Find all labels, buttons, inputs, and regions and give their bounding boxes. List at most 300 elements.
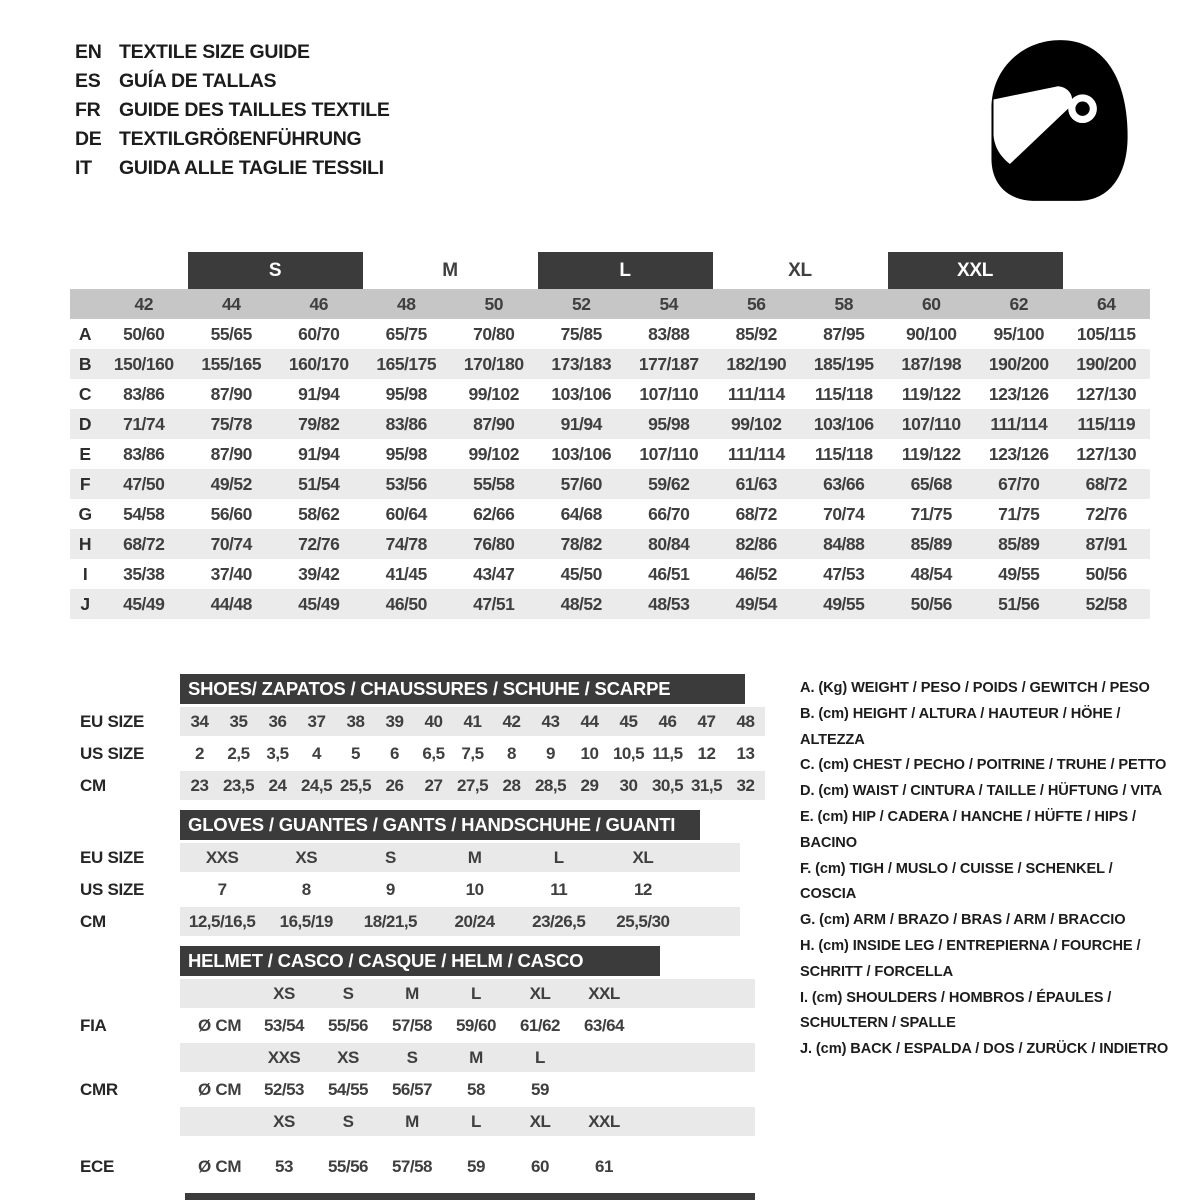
size-value: 48/53 (648, 593, 690, 614)
shoe-value: 3,5 (266, 743, 289, 763)
size-value: 99/102 (730, 413, 782, 434)
language-title: GUÍA DE TALLAS (119, 70, 277, 92)
helmet-value: 56/57 (391, 1079, 433, 1099)
shoe-row (70, 739, 770, 768)
value-band (180, 739, 765, 768)
diameter-label: Ø CM (198, 1156, 242, 1176)
helmet-size-table (70, 946, 770, 1181)
shoe-value: 6 (390, 743, 399, 763)
size-value: 83/86 (385, 413, 427, 434)
row-label: EU SIZE (80, 711, 145, 731)
accessory-size-tables (70, 674, 770, 1181)
size-value: 58/62 (298, 503, 340, 524)
legend-item: D. (cm) WAIST / CINTURA / TAILLE / HÜFTUNG / VITA (800, 783, 1163, 800)
measurement-row-d (70, 409, 1150, 439)
value-band (180, 707, 765, 736)
size-value: 119/122 (901, 383, 961, 404)
shoe-value: 45 (619, 711, 638, 731)
size-value: 46/51 (648, 563, 690, 584)
size-value: 91/94 (560, 413, 602, 434)
size-value: 95/100 (993, 323, 1045, 344)
helmet-size: S (406, 1047, 418, 1067)
shoe-value: 46 (658, 711, 677, 731)
size-value: 45/49 (298, 593, 340, 614)
helmet-size: XXL (588, 983, 620, 1003)
helmet-value: 59 (467, 1156, 485, 1176)
size-value: 56/60 (210, 503, 252, 524)
size-group-l: L (538, 252, 713, 289)
cutoff-header-bar (185, 1193, 755, 1200)
numeric-size: 62 (1009, 293, 1028, 314)
size-value: 62/66 (473, 503, 515, 524)
language-row (75, 125, 390, 154)
row-label: B (78, 353, 92, 374)
size-group-header-row (70, 252, 1150, 289)
shoe-value: 31,5 (690, 775, 723, 795)
legend-item: C. (cm) CHEST / PECHO / POITRINE / TRUHE / PETTO (800, 757, 1167, 774)
helmet-value: 58 (467, 1079, 485, 1099)
size-value: 72/76 (298, 533, 340, 554)
helmet-value: 55/56 (327, 1015, 369, 1035)
legend-item: H. (cm) INSIDE LEG / ENTREPIERNA / FOURCHE / SCHRITT / FORCELLA (800, 937, 1141, 980)
size-value: 49/55 (823, 593, 865, 614)
size-value: 44/48 (210, 593, 252, 614)
shoe-value: 12 (697, 743, 716, 763)
value-band (180, 875, 740, 904)
shoe-value: 27 (424, 775, 443, 795)
gloves-size-table (70, 810, 770, 936)
size-value: 55/65 (210, 323, 252, 344)
shoe-value: 48 (736, 711, 755, 731)
language-code: FR (75, 99, 101, 121)
standard-label: CMR (80, 1079, 118, 1099)
size-value: 49/52 (210, 473, 252, 494)
shoes-size-table (70, 674, 770, 800)
shoe-value: 42 (502, 711, 521, 731)
measurement-row-f (70, 469, 1150, 499)
size-value: 71/75 (998, 503, 1040, 524)
helmet-table-header: HELMET / CASCO / CASQUE / HELM / CASCO (180, 946, 660, 976)
row-label: J (80, 593, 90, 614)
numeric-size: 60 (922, 293, 941, 314)
helmet-value: 57/58 (391, 1156, 433, 1176)
size-value: 185/195 (813, 353, 874, 374)
shoe-value: 32 (736, 775, 755, 795)
helmet-standard-row-ece (70, 1152, 770, 1181)
size-value: 76/80 (473, 533, 515, 554)
size-value: 75/78 (210, 413, 252, 434)
language-row (75, 67, 390, 96)
size-value: 37/40 (210, 563, 252, 584)
value-band (180, 843, 740, 872)
size-value: 68/72 (1085, 473, 1127, 494)
numeric-size: 54 (659, 293, 678, 314)
size-value: 173/183 (551, 353, 612, 374)
shoe-value: 9 (546, 743, 555, 763)
numeric-size: 58 (834, 293, 853, 314)
size-value: 64/68 (560, 503, 602, 524)
shoe-value: 27,5 (456, 775, 489, 795)
diameter-label: Ø CM (198, 1015, 242, 1035)
size-value: 70/74 (823, 503, 865, 524)
shoe-value: 8 (507, 743, 516, 763)
size-value: 66/70 (648, 503, 690, 524)
numeric-size: 42 (134, 293, 153, 314)
helmet-size: S (342, 1111, 354, 1131)
helmet-size: M (469, 1047, 483, 1067)
glove-value: 12,5/16,5 (188, 911, 256, 931)
helmet-size: XL (529, 1111, 551, 1131)
values-band (180, 1152, 755, 1181)
helmet-value: 54/55 (327, 1079, 369, 1099)
size-value: 50/60 (123, 323, 165, 344)
size-value: 170/180 (463, 353, 524, 374)
size-group-xl: XL (788, 259, 812, 281)
size-value: 107/110 (901, 413, 961, 434)
values-band (180, 1011, 755, 1040)
size-value: 50/56 (910, 593, 952, 614)
size-value: 83/88 (648, 323, 690, 344)
size-value: 46/50 (385, 593, 427, 614)
size-value: 78/82 (560, 533, 602, 554)
size-value: 45/50 (560, 563, 602, 584)
measurement-rows (70, 319, 1150, 619)
glove-value: 16,5/19 (279, 911, 333, 931)
shoe-value: 28,5 (534, 775, 567, 795)
size-value: 155/165 (201, 353, 262, 374)
size-value: 85/89 (910, 533, 952, 554)
glove-row (70, 907, 770, 936)
size-value: 115/118 (814, 443, 873, 464)
size-value: 54/58 (123, 503, 165, 524)
shoe-value: 24 (268, 775, 287, 795)
shoe-value: 2,5 (227, 743, 250, 763)
numeric-size: 50 (484, 293, 503, 314)
glove-value: 25,5/30 (616, 911, 670, 931)
size-value: 83/86 (123, 443, 165, 464)
numeric-size: 52 (572, 293, 591, 314)
shoe-value: 39 (385, 711, 404, 731)
row-label: F (79, 473, 91, 494)
size-value: 48/54 (910, 563, 952, 584)
helmet-value: 59/60 (455, 1015, 497, 1035)
size-value: 87/90 (473, 413, 515, 434)
size-value: 61/63 (735, 473, 777, 494)
glove-value: L (553, 847, 564, 867)
shoe-value: 34 (190, 711, 209, 731)
size-value: 87/90 (210, 383, 252, 404)
shoe-value: 47 (697, 711, 716, 731)
numeric-size: 46 (309, 293, 328, 314)
row-label: G (78, 503, 92, 524)
values-grid (252, 1016, 636, 1036)
measurement-row-e (70, 439, 1150, 469)
size-value: 187/198 (901, 353, 962, 374)
size-value: 35/38 (123, 563, 165, 584)
size-value: 47/51 (473, 593, 515, 614)
size-value: 84/88 (823, 533, 865, 554)
size-value: 190/200 (1076, 353, 1137, 374)
glove-value: XS (295, 847, 318, 867)
size-value: 49/54 (735, 593, 777, 614)
glove-row (70, 843, 770, 872)
helmet-value: 53 (275, 1156, 293, 1176)
standard-label: ECE (80, 1156, 115, 1176)
size-value: 182/190 (726, 353, 787, 374)
numeric-size: 56 (747, 293, 766, 314)
shoe-value: 36 (268, 711, 287, 731)
size-value: 74/78 (385, 533, 427, 554)
measurement-row-j (70, 589, 1150, 619)
size-value: 111/114 (727, 443, 785, 464)
value-grid (180, 744, 765, 764)
language-title: GUIDA ALLE TAGLIE TESSILI (119, 157, 384, 179)
row-label (70, 1107, 180, 1136)
values-grid (252, 1157, 636, 1177)
helmet-value: 53/54 (263, 1015, 305, 1035)
shoe-value: 35 (229, 711, 248, 731)
language-title: TEXTILE SIZE GUIDE (119, 41, 310, 63)
shoe-value: 23 (190, 775, 209, 795)
size-value: 70/74 (210, 533, 252, 554)
shoe-value: 29 (580, 775, 599, 795)
shoe-value: 24,5 (300, 775, 333, 795)
size-value: 41/45 (385, 563, 427, 584)
row-label: E (79, 443, 91, 464)
legend-item: I. (cm) SHOULDERS / HOMBROS / ÉPAULES / SCHULTERN / SPALLE (800, 989, 1112, 1032)
legend-item: F. (cm) TIGH / MUSLO / CUISSE / SCHENKEL / COSCIA (800, 860, 1113, 903)
size-value: 48/52 (560, 593, 602, 614)
language-row (75, 154, 390, 183)
size-value: 60/70 (298, 323, 340, 344)
helmet-value: 59 (531, 1079, 549, 1099)
row-label: CM (80, 911, 106, 931)
helmet-value: 55/56 (327, 1156, 369, 1176)
values-band (180, 1075, 755, 1104)
helmet-sizes-row (70, 979, 770, 1008)
size-value: 52/58 (1085, 593, 1127, 614)
shoe-value: 6,5 (422, 743, 445, 763)
helmet-size: XS (273, 1111, 295, 1131)
legend-item: B. (cm) HEIGHT / ALTURA / HAUTEUR / HÖHE / ALTEZZA (800, 705, 1121, 748)
sizes-band (180, 979, 755, 1008)
size-value: 99/102 (468, 443, 520, 464)
size-value: 51/56 (998, 593, 1040, 614)
sizes-grid (252, 1048, 636, 1068)
size-value: 85/89 (998, 533, 1040, 554)
size-group-m: M (442, 259, 458, 281)
shoe-value: 23,5 (222, 775, 255, 795)
size-value: 50/56 (1085, 563, 1127, 584)
language-code: ES (75, 70, 101, 92)
shoe-value: 25,5 (339, 775, 372, 795)
shoe-value: 44 (580, 711, 599, 731)
size-value: 55/58 (473, 473, 515, 494)
size-value: 51/54 (298, 473, 340, 494)
size-value: 87/90 (210, 443, 252, 464)
language-title: GUIDE DES TAILLES TEXTILE (119, 99, 390, 121)
helmet-icon-svg (976, 34, 1140, 208)
size-value: 127/130 (1076, 443, 1137, 464)
helmet-size: XL (529, 983, 551, 1003)
size-value: 103/106 (813, 413, 874, 434)
size-value: 49/55 (998, 563, 1040, 584)
helmet-icon (976, 34, 1140, 208)
diameter-label: Ø CM (198, 1079, 242, 1099)
size-value: 127/130 (1076, 383, 1137, 404)
value-grid (180, 912, 685, 932)
shoe-value: 30,5 (651, 775, 684, 795)
value-grid (180, 848, 685, 868)
row-label: D (78, 413, 92, 434)
helmet-size: L (471, 983, 481, 1003)
size-value: 39/42 (298, 563, 340, 584)
size-value: 63/66 (823, 473, 865, 494)
size-value: 123/126 (988, 443, 1049, 464)
size-value: 57/60 (560, 473, 602, 494)
size-value: 87/95 (823, 323, 865, 344)
size-value: 70/80 (473, 323, 515, 344)
measurement-row-c (70, 379, 1150, 409)
glove-value: XXS (205, 847, 239, 867)
numeric-size: 48 (397, 293, 416, 314)
helmet-standard-row-cmr (70, 1075, 770, 1104)
shoe-value: 5 (351, 743, 360, 763)
size-value: 83/86 (123, 383, 165, 404)
shoe-value: 2 (195, 743, 204, 763)
helmet-size: M (405, 983, 419, 1003)
glove-value: 18/21,5 (363, 911, 418, 931)
size-value: 67/70 (998, 473, 1040, 494)
helmet-value: 61 (595, 1156, 613, 1176)
helmet-value: 63/64 (583, 1015, 625, 1035)
glove-value: M (467, 847, 482, 867)
size-value: 107/110 (639, 383, 699, 404)
sizes-grid (252, 1112, 636, 1132)
size-group-xxl: XXL (888, 252, 1063, 289)
shoe-value: 38 (346, 711, 365, 731)
glove-value: XL (632, 847, 654, 867)
shoes-table-header: SHOES/ ZAPATOS / CHAUSSURES / SCHUHE / SCARPE (180, 674, 745, 704)
num-row-spacer (70, 289, 100, 319)
helmet-sizes-row (70, 1107, 770, 1136)
helmet-size: S (342, 983, 354, 1003)
helmet-size: XXS (267, 1047, 301, 1067)
shoe-row (70, 771, 770, 800)
size-value: 150/160 (113, 353, 174, 374)
helmet-sizes-row (70, 1043, 770, 1072)
helmet-table-rows (70, 979, 770, 1181)
size-value: 47/53 (823, 563, 865, 584)
row-label: CM (80, 775, 106, 795)
glove-value: 9 (385, 879, 395, 899)
row-label: C (78, 383, 92, 404)
glove-value: 20/24 (454, 911, 495, 931)
size-value: 65/68 (910, 473, 952, 494)
size-value: 47/50 (123, 473, 165, 494)
shoe-value: 30 (619, 775, 638, 795)
size-value: 103/106 (551, 383, 612, 404)
row-label: H (78, 533, 92, 554)
measurement-row-a (70, 319, 1150, 349)
legend-item: J. (cm) BACK / ESPALDA / DOS / ZURÜCK / INDIETRO (800, 1041, 1169, 1058)
measurement-row-g (70, 499, 1150, 529)
size-value: 111/114 (727, 383, 785, 404)
size-value: 80/84 (648, 533, 690, 554)
sizes-band (180, 1107, 755, 1136)
size-value: 65/75 (385, 323, 427, 344)
size-group-s: S (188, 252, 363, 289)
language-row (75, 38, 390, 67)
glove-value: 8 (301, 879, 311, 899)
helmet-size: M (405, 1111, 419, 1131)
size-value: 123/126 (988, 383, 1049, 404)
size-value: 91/94 (298, 443, 340, 464)
clothing-size-table (70, 252, 1150, 619)
row-label: A (78, 323, 92, 344)
helmet-standard-row-fia (70, 1011, 770, 1040)
helmet-value: 52/53 (263, 1079, 305, 1099)
group-row-spacer (70, 252, 100, 289)
size-value: 190/200 (988, 353, 1049, 374)
size-value: 165/175 (376, 353, 437, 374)
size-value: 160/170 (288, 353, 349, 374)
glove-value: 7 (217, 879, 227, 899)
shoe-value: 41 (463, 711, 482, 731)
row-label: I (82, 563, 88, 584)
row-label (70, 1043, 180, 1072)
size-value: 79/82 (298, 413, 340, 434)
measurement-row-i (70, 559, 1150, 589)
size-value: 82/86 (735, 533, 777, 554)
sizes-band (180, 1043, 755, 1072)
language-title: TEXTILGRÖßENFÜHRUNG (119, 128, 362, 150)
size-value: 72/76 (1085, 503, 1127, 524)
size-value: 85/92 (735, 323, 777, 344)
language-code: IT (75, 157, 92, 179)
size-value: 111/114 (990, 413, 1048, 434)
value-grid (180, 776, 765, 796)
shoe-value: 10,5 (612, 743, 645, 763)
size-value: 119/122 (901, 443, 961, 464)
value-band (180, 771, 765, 800)
helmet-size: XXL (588, 1111, 620, 1131)
language-code: DE (75, 128, 102, 150)
glove-value: 12 (633, 879, 652, 899)
gloves-table-header: GLOVES / GUANTES / GANTS / HANDSCHUHE / GUANTI (180, 810, 700, 840)
size-value: 99/102 (468, 383, 520, 404)
size-value: 53/56 (385, 473, 427, 494)
glove-value: S (384, 847, 396, 867)
helmet-value: 60 (531, 1156, 549, 1176)
value-grid (180, 880, 685, 900)
size-value: 68/72 (735, 503, 777, 524)
row-label: US SIZE (80, 879, 145, 899)
glove-value: 23/26,5 (532, 911, 586, 931)
size-value: 177/187 (638, 353, 699, 374)
helmet-size: L (471, 1111, 481, 1131)
legend-item: E. (cm) HIP / CADERA / HANCHE / HÜFTE / HIPS / BACINO (800, 808, 1136, 851)
size-value: 90/100 (905, 323, 957, 344)
shoe-value: 37 (307, 711, 326, 731)
standard-label: FIA (80, 1015, 107, 1035)
size-value: 95/98 (648, 413, 690, 434)
size-value: 87/91 (1085, 533, 1127, 554)
legend-item: G. (cm) ARM / BRAZO / BRAS / ARM / BRACCIO (800, 912, 1126, 929)
gloves-table-rows (70, 843, 770, 936)
size-value: 95/98 (385, 383, 427, 404)
row-label (70, 979, 180, 1008)
